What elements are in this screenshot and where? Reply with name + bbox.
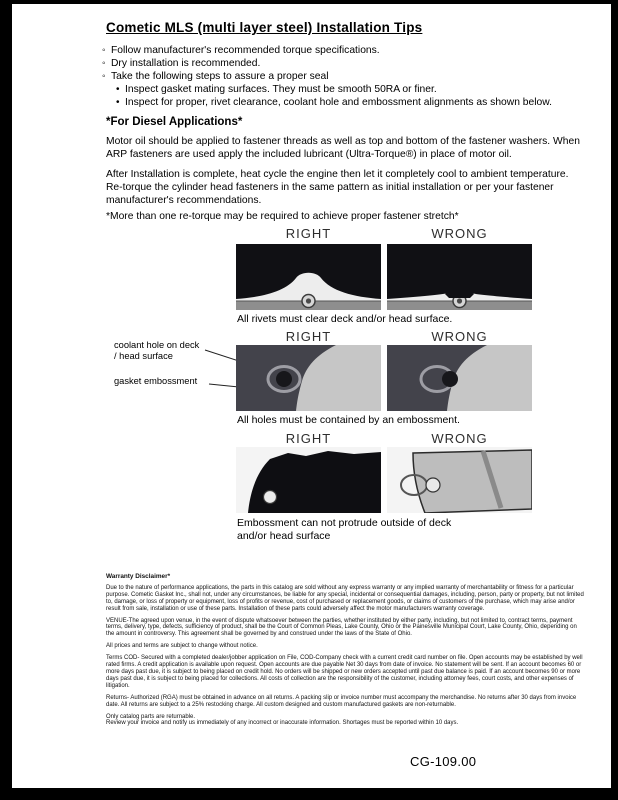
legal-paragraph: Review your invoice and notify us immediately of any incorrect or inaccurate information. Shortages must be reported within 10 days. [106,720,459,727]
hole-embossment-wrong-diagram [387,345,532,411]
figure-protrusion-wrong [387,447,532,513]
filled-bullet-icon [116,83,125,96]
diesel-paragraph-1: Motor oil should be applied to fastener threads as well as top and bottom of the fastener washers. When ARP fasteners are used apply the included lubricant (Ultra-Torque®) in place of motor oil. [106,136,580,160]
diesel-paragraph-2: After Installation is complete, heat cycle the engine then let it completely cool to ambient temperature. Re-torque the cylinder head fasteners in the same pattern as initial installation or per your fastener manufacturer's recommendations. [106,169,569,206]
legal-paragraph: Only catalog parts are returnable. [106,713,196,720]
list-item [102,70,582,83]
legal-paragraph: Returns- Authorized (RGA) must be obtained in advance on all returns. A packing slip or invoice number must accompany the merchandise. No returns after 30 days from invoice date. All returns are subject to a 25% restocking charge. All custom designed and custom manufactured gaskets are non-returnable. [106,694,577,708]
tips-list [102,44,582,109]
tip-text: Inspect for proper, rivet clearance, coolant hole and embossment alignments as shown below. [125,97,552,108]
open-bullet-icon [102,70,111,83]
tip-text: Inspect gasket mating surfaces. They must be smooth 50RA or finer. [125,84,437,95]
open-bullet-icon [102,44,111,57]
figure-rivet-wrong [387,244,532,310]
legal-paragraph: Terms COD- Secured with a completed dealer/jobber application on File, COD-Company check with a current credit card number on file. Open accounts may be established by well rated firms. A credit application is available upon request. Open accounts are due payable Net 30 days from date of invoice. No statement will be sent. If an account becomes 60 or more days past due, it is subject to being placed on credit hold. No orders will be shipped or new orders accepted until past due balance is paid. If an account becomes 90 or more days past due, it is subject to being placed for collections. All costs of collection are the responsibility of the customer, including attorney fees, court costs, and other expenses of litigation. [106,655,583,689]
retorque-note: *More than one re-torque may be required to achieve proper fastener stretch* [106,211,459,222]
tip-text: Follow manufacturer's recommended torque specifications. [111,45,380,56]
filled-bullet-icon [116,96,125,109]
row1-wrong-label: WRONG [431,226,488,241]
protrusion-right-diagram [236,447,381,513]
open-bullet-icon [102,57,111,70]
tip-text: Take the following steps to assure a proper seal [111,71,329,82]
row1-right-label: RIGHT [285,226,332,241]
rivet-clearance-wrong-diagram [387,244,532,310]
figure-embossment-wrong [387,345,532,411]
figure-protrusion-right [236,447,381,513]
protrusion-wrong-diagram [387,447,532,513]
page-title: Cometic MLS (multi layer steel) Installation Tips [106,20,423,35]
row2-right-label: RIGHT [285,329,332,344]
coolant-hole-annotation: coolant hole on deck / head surface [114,340,200,361]
warranty-disclaimer-block [106,574,584,732]
legal-paragraph: VENUE-The agreed upon venue, in the event of dispute whatsoever between the parties, whether instituted by either party, including, but not limited to, contract terms, payment terms, delivery, type, defects, sufficiency of product, shall be the Court of Common Pleas, Lake County, Ohio or the Painesville Municipal Court, Lake County, Ohio, depending on the amount in controversy. This agreement shall be governed by and construed under the laws of the State of Ohio. [106,617,577,638]
hole-embossment-right-diagram [236,345,381,411]
row3-right-label: RIGHT [285,431,332,446]
row1-caption: All rivets must clear deck and/or head surface. [237,313,453,325]
list-item [102,96,582,109]
row3-caption: Embossment can not protrude outside of deck and/or head surface [237,517,452,542]
list-item [102,44,582,57]
figure-rivet-right [236,244,381,310]
row2-caption: All holes must be contained by an embossment. [237,414,460,426]
page-code: CG-109.00 [410,754,477,769]
diesel-heading: *For Diesel Applications* [106,116,243,128]
rivet-clearance-right-diagram [236,244,381,310]
warranty-heading: Warranty Disclaimer* [106,573,171,580]
list-item [102,83,582,96]
list-item [102,57,582,70]
legal-paragraph: Due to the nature of performance applications, the parts in this catalog are sold without any express warranty or any implied warranty of merchantability or fitness for a particular purpose. Cometic Gasket Inc., shall not, under any circumstances, be liable for any special, incidental or consequential damages, including, person, party or property, but not limited to, damage, or loss of property or equipment, loss of profits or revenue, cost of purchased or replacement goods, or claims of customers of the purchase, which may arise and/or result from sale, installation or use of these parts. Installation of these parts could adversely affect the motor manufacturers warranty coverage. [106,584,584,612]
legal-paragraph: All prices and terms are subject to change without notice. [106,643,258,650]
row3-wrong-label: WRONG [431,431,488,446]
row2-wrong-label: WRONG [431,329,488,344]
figure-embossment-right [236,345,381,411]
gasket-embossment-annotation: gasket embossment [114,376,198,386]
tip-text: Dry installation is recommended. [111,58,261,69]
document-page [12,4,611,788]
